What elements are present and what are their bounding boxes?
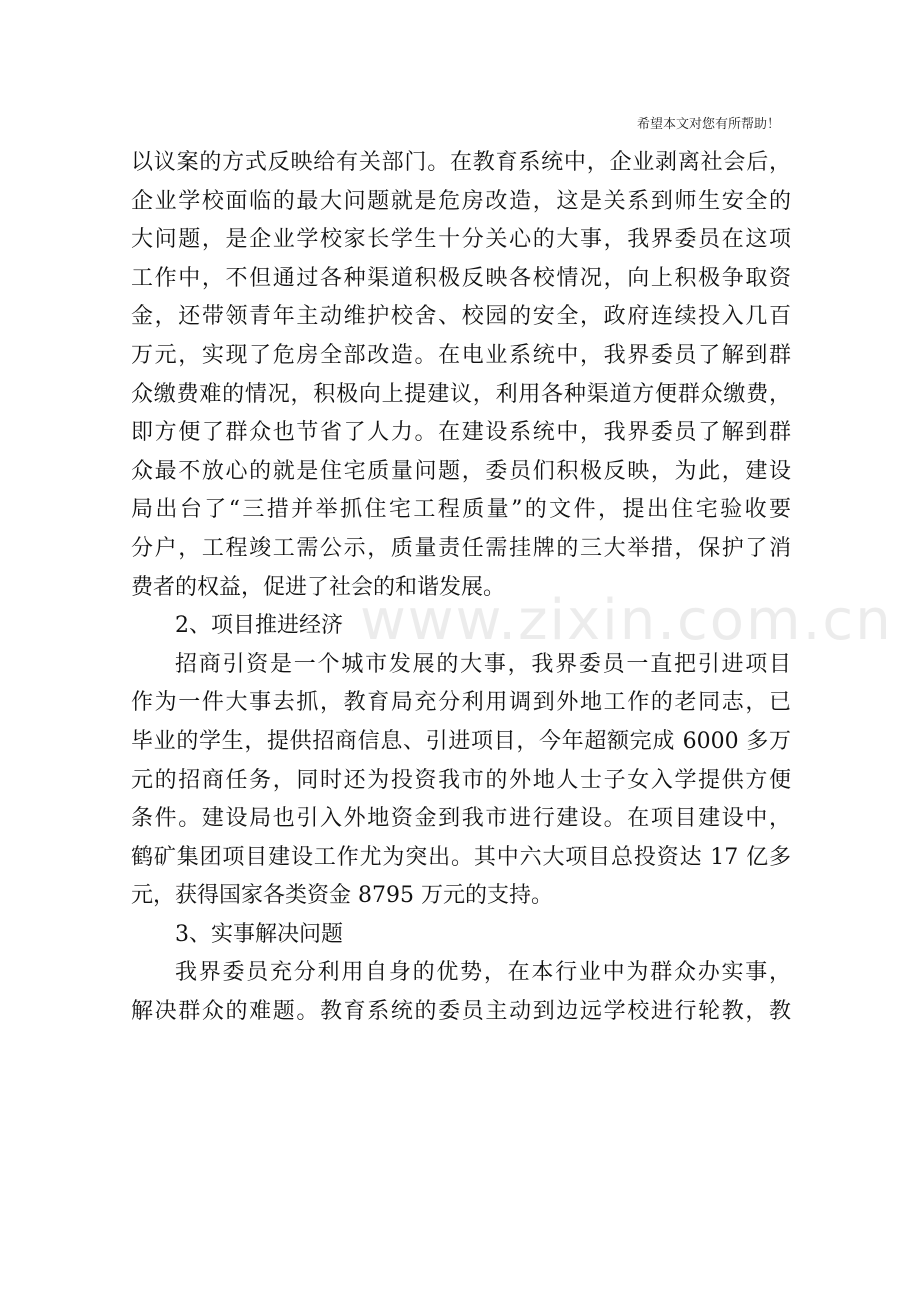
watermark: www.zixin.com.cn <box>360 588 893 653</box>
text-line: 企业学校面临的最大问题就是危房改造，这是关系到师生安全的 <box>131 188 791 214</box>
text-line: 以议案的方式反映给有关部门。在教育系统中，企业剥离社会后， <box>131 150 791 175</box>
text-line: 众最不放心的就是住宅质量问题，委员们积极反映，为此，建设 <box>131 458 791 484</box>
header-note: 希望本文对您有所帮助！ <box>636 117 780 132</box>
text-line: 元的招商任务，同时还为投资我市的外地人士子女入学提供方便 <box>131 767 791 793</box>
text-line: 条件。建设局也引入外地资金到我市进行建设。在项目建设中， <box>131 806 791 832</box>
section-heading: 3、实事解决问题 <box>175 921 343 947</box>
text-line: 解决群众的难题。教育系统的委员主动到边远学校进行轮教，教 <box>131 999 791 1025</box>
text-line: 分户，工程竣工需公示，质量责任需挂牌的三大举措，保护了消 <box>131 535 791 561</box>
text-line: 作为一件大事去抓，教育局充分利用调到外地工作的老同志，已 <box>131 690 791 716</box>
text-line: 元，获得国家各类资金 8795 万元的支持。 <box>131 883 553 909</box>
text-line: 即方便了群众也节省了人力。在建设系统中，我界委员了解到群 <box>131 420 791 446</box>
text-line: 大问题，是企业学校家长学生十分关心的大事，我界委员在这项 <box>131 227 791 253</box>
text-line: 局出台了“三措并举抓住宅工程质量”的文件，提出住宅验收要 <box>131 497 791 523</box>
text-line: 万元，实现了危房全部改造。在电业系统中，我界委员了解到群 <box>131 342 791 368</box>
document-body <box>131 144 791 1032</box>
text-line: 金，还带领青年主动维护校舍、校园的安全，政府连续投入几百 <box>131 304 791 330</box>
text-line: 招商引资是一个城市发展的大事，我界委员一直把引进项目 <box>175 651 791 677</box>
text-line: 鹤矿集团项目建设工作尤为突出。其中六大项目总投资达 17 亿多 <box>131 844 791 870</box>
text-line: 众缴费难的情况，积极向上提建议，利用各种渠道方便群众缴费， <box>131 381 791 407</box>
text-line: 我界委员充分利用自身的优势，在本行业中为群众办实事， <box>175 960 791 986</box>
text-line: 工作中，不但通过各种渠道积极反映各校情况，向上积极争取资 <box>131 265 791 291</box>
text-line: 费者的权益，促进了社会的和谐发展。 <box>131 574 506 600</box>
text-line: 毕业的学生，提供招商信息、引进项目，今年超额完成 6000 多万 <box>131 728 791 754</box>
section-heading: 2、项目推进经济 <box>175 613 343 639</box>
